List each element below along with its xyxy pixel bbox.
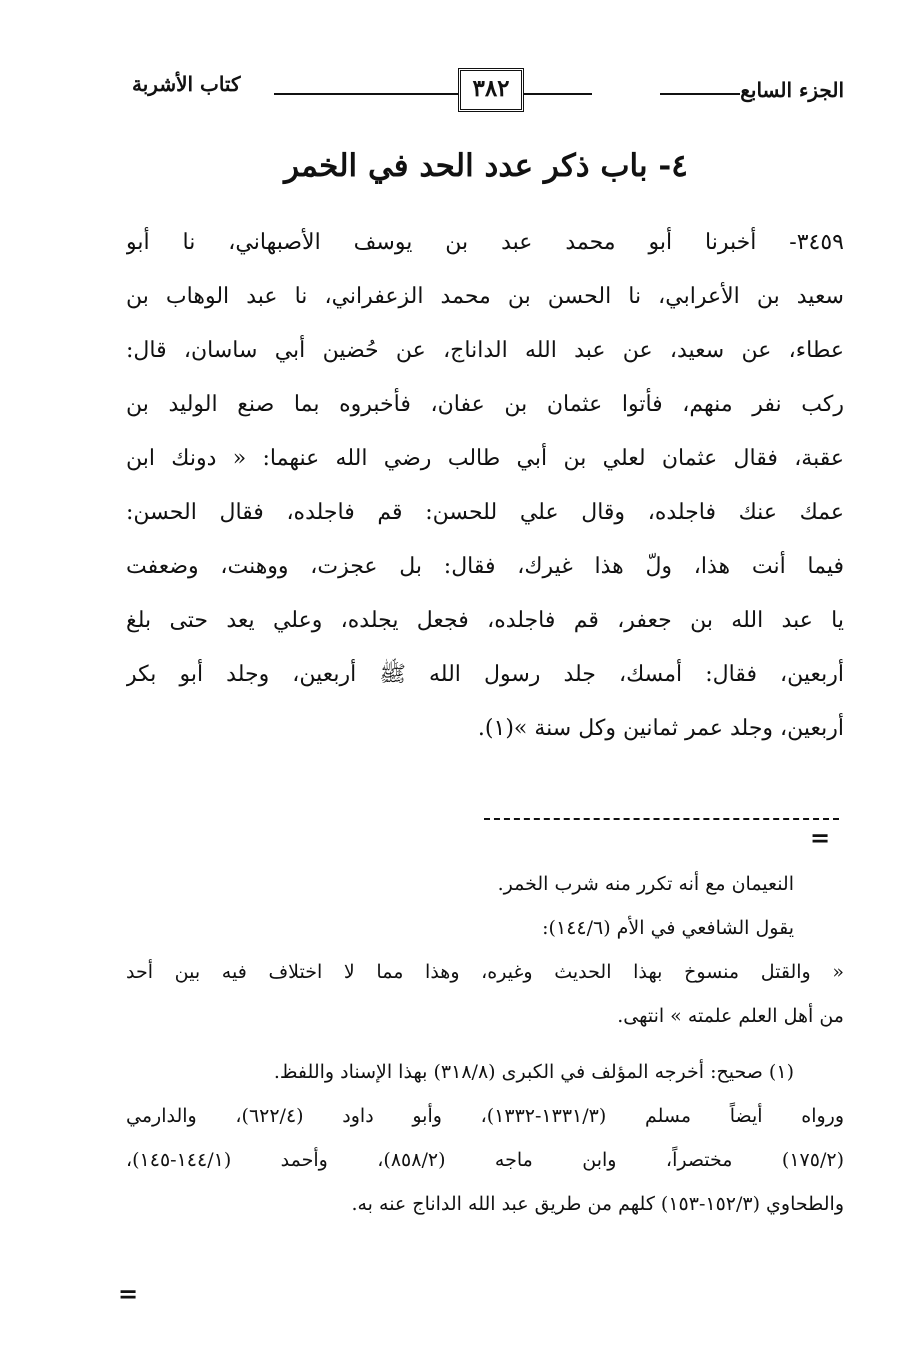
volume-label: الجزء السابع: [740, 78, 844, 102]
body-line: ٣٤٥٩- أخبرنا أبو محمد عبد بن يوسف الأصبهاني، نا أبو: [126, 230, 844, 255]
continuation-mark-bottom: =: [118, 1279, 139, 1308]
header-rule-left: [274, 93, 592, 95]
chapter-heading: ٤- باب ذكر عدد الحد في الخمر: [284, 148, 688, 184]
footnote-line: يقول الشافعي في الأم (١٤٤/٦):: [542, 917, 794, 939]
header-rule-right: [660, 93, 740, 95]
body-line: يا عبد الله بن جعفر، قم فاجلده، فجعل يجلده، وعلي يعد حتى بلغ: [126, 608, 844, 633]
body-line: أربعين، وجلد عمر ثمانين وكل سنة »(١).: [477, 716, 844, 741]
footnote-line: (١٧٥/٢) مختصراً، وابن ماجه (٨٥٨/٢)، وأحمد (١٤٤/١-١٤٥)،: [126, 1149, 844, 1171]
book-title: كتاب الأشربة: [132, 72, 241, 96]
body-line: أربعين، فقال: أمسك، جلد رسول الله ﷺ أربعين، وجلد أبو بكر: [126, 662, 844, 687]
footnote-line: من أهل العلم علمته » انتهى.: [617, 1005, 844, 1027]
footnote-line: والطحاوي (١٥٢/٣-١٥٣) كلهم من طريق عبد الله الداناج عنه به.: [351, 1193, 844, 1215]
footnote-line: « والقتل منسوخ بهذا الحديث وغيره، وهذا مما لا اختلاف فيه بين أحد: [126, 961, 844, 983]
page-number: ٣٨٢: [458, 68, 524, 112]
body-line: سعيد بن الأعرابي، نا الحسن بن محمد الزعفراني، نا عبد الوهاب بن: [126, 284, 844, 309]
body-line: فيما أنت هذا، ولّ هذا غيرك، فقال: بل عجزت، ووهنت، وضعفت: [126, 554, 844, 579]
footnote-line: (١) صحيح: أخرجه المؤلف في الكبرى (٣١٨/٨) بهذا الإسناد واللفظ.: [273, 1061, 794, 1083]
body-line: ركب نفر منهم، فأتوا عثمان بن عفان، فأخبروه بما صنع الوليد بن: [126, 392, 844, 417]
footnote-line: ورواه أيضاً مسلم (١٣٣١/٣-١٣٣٢)، وأبو داود (٦٢٢/٤)، والدارمي: [126, 1105, 844, 1127]
hadith-text: [126, 216, 844, 756]
running-header: [132, 66, 844, 122]
continuation-mark-top: =: [810, 823, 831, 852]
footnote-separator: [484, 818, 839, 820]
footnotes: [126, 862, 844, 1226]
body-line: عقبة، فقال عثمان لعلي بن أبي طالب رضي الله عنهما: « دونك ابن: [126, 446, 844, 471]
body-line: عمك عنك فاجلده، وقال علي للحسن: قم فاجلده، فقال الحسن:: [126, 500, 844, 525]
footnote-line: النعيمان مع أنه تكرر منه شرب الخمر.: [497, 873, 794, 895]
body-line: عطاء، عن سعيد، عن عبد الله الداناج، عن حُضين أبي ساسان، قال:: [126, 338, 844, 363]
